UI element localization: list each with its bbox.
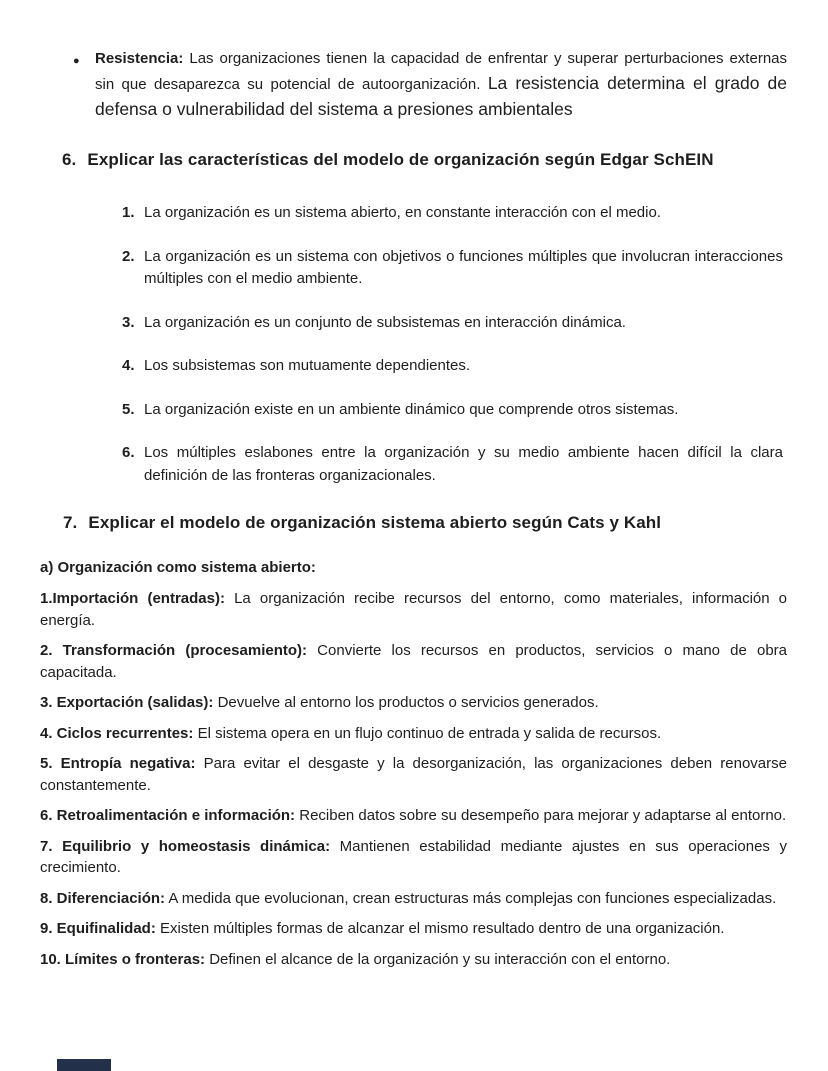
list-item-text: La organización es un sistema con objetivos o funciones múltiples que involucran interacciones múltiples con el medio ambiente. [144, 247, 783, 287]
list-item [122, 399, 783, 422]
heading-7-text: Explicar el modelo de organización sistema abierto según Cats y Kahl [88, 513, 662, 532]
list-item-number: 6. [122, 444, 135, 461]
bullet-item-resistencia [73, 46, 787, 123]
list-item-text: Devuelve al entorno los productos o servicios generados. [217, 694, 599, 711]
list-item [40, 836, 787, 879]
list-item-label: 3. Exportación (salidas): [40, 694, 214, 711]
list-item [40, 640, 787, 683]
list-item-label: 5. Entropía negativa: [40, 755, 196, 772]
list-item-number: 4. [122, 357, 135, 374]
list-item-text: El sistema opera en un flujo continuo de entrada y salida de recursos. [197, 724, 662, 742]
list-item-number: 1. [122, 204, 135, 221]
cutoff-navy-element [57, 1059, 111, 1071]
list-item [40, 805, 787, 827]
list-item-label: 6. Retroalimentación e información: [40, 807, 296, 824]
heading-6-number: 6. [62, 150, 77, 169]
list-item-text: Convierte los recursos en productos, servicios o mano de obra capacitada. [40, 642, 787, 681]
bullet-text: Las organizaciones tienen la capacidad de enfrentar y superar perturbaciones externas sin que desaparezca su potencial de autoorganización. [95, 50, 787, 93]
list-item-label: 8. Diferenciación: [40, 889, 166, 907]
list-item [122, 246, 783, 291]
list-item [40, 888, 787, 910]
list-item-label: 7. Equilibrio y homeostasis dinámica: [40, 837, 331, 855]
list-item [122, 202, 783, 225]
list-item-text: La organización es un conjunto de subsistemas en interacción dinámica. [144, 313, 626, 331]
list-item-label: 10. Límites o fronteras: [40, 950, 206, 968]
list-item-text: Los subsistemas son mutuamente dependientes. [144, 357, 471, 374]
kahl-list [40, 588, 787, 970]
list-item-text: Reciben datos sobre su desempeño para mejorar y adaptarse al entorno. [299, 807, 787, 824]
list-item-label: 4. Ciclos recurrentes: [40, 724, 194, 742]
heading-6-text: Explicar las características del modelo de organización según Edgar SchEIN [87, 150, 714, 169]
list-item-text: A medida que evolucionan, crean estructuras más complejas con funciones especializadas. [168, 889, 777, 907]
bullet-label: Resistencia: [95, 50, 184, 67]
list-item-text: Existen múltiples formas de alcanzar el mismo resultado dentro de una organización. [160, 920, 725, 937]
heading-7-number: 7. [63, 513, 78, 532]
list-item [40, 918, 787, 940]
list-item [40, 949, 787, 971]
list-item-text: Los múltiples eslabones entre la organización y su medio ambiente hacen difícil la clara definición de las fronteras organizacionales. [144, 444, 783, 484]
list-item-text: La organización existe en un ambiente dinámico que comprende otros sistemas. [144, 400, 679, 418]
subheading-a: a) Organización como sistema abierto: [40, 559, 316, 576]
list-item-text: Definen el alcance de la organización y su interacción con el entorno. [209, 950, 671, 968]
bullet-icon: ● [73, 55, 80, 67]
list-item-number: 3. [122, 313, 135, 331]
list-item-text: Para evitar el desgaste y la desorganización, las organizaciones deben renovarse constantemente. [40, 755, 787, 794]
heading-7 [63, 513, 788, 533]
list-item-text: La organización es un sistema abierto, en constante interacción con el medio. [144, 204, 661, 221]
schein-list [0, 202, 828, 487]
list-item-label: 1.Importación (entradas): [40, 590, 225, 607]
list-item [122, 442, 783, 487]
list-item [40, 753, 787, 796]
bullet-text-large: La resistencia determina el grado de defensa o vulnerabilidad del sistema a presiones ambientales [95, 73, 787, 119]
list-item [40, 588, 787, 631]
list-item [122, 355, 783, 378]
list-item-number: 5. [122, 400, 135, 418]
list-item-text: Mantienen estabilidad mediante ajustes en sus operaciones y crecimiento. [40, 837, 788, 876]
list-item-number: 2. [122, 247, 135, 265]
list-item-text: La organización recibe recursos del entorno, como materiales, información o energía. [40, 590, 788, 629]
list-item-label: 9. Equifinalidad: [40, 920, 156, 937]
list-item-label: 2. Transformación (procesamiento): [40, 642, 308, 659]
list-item [122, 312, 783, 335]
list-item [40, 723, 787, 745]
heading-6 [62, 150, 788, 170]
list-item [40, 692, 787, 714]
